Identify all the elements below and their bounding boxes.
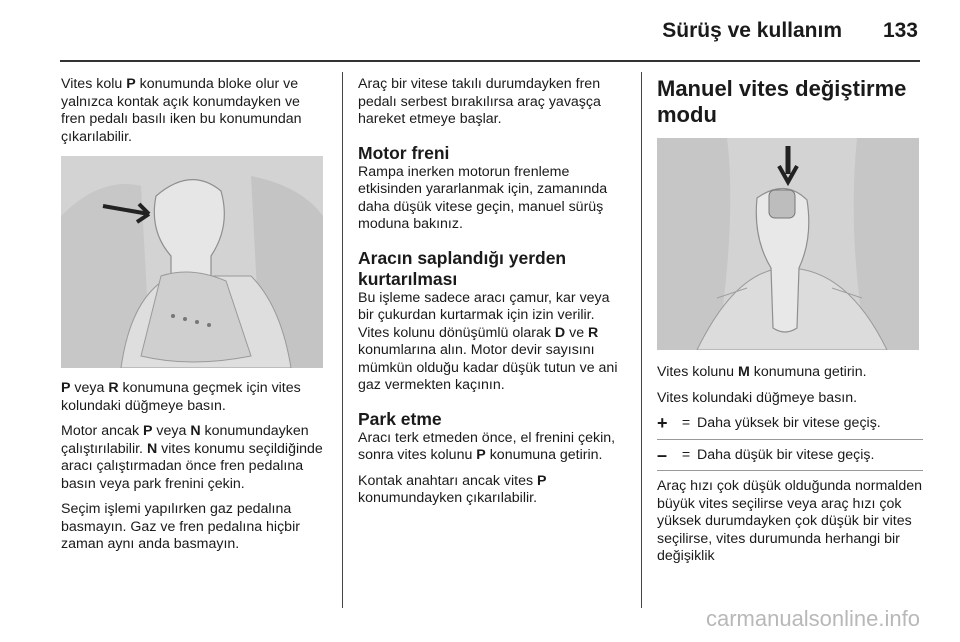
plus-row	[657, 415, 923, 433]
paragraph: Araç bir vitese takılı durumdayken fren pedalı serbest bırakılırsa araç yavaşça hareket etmeye başlar.	[358, 76, 601, 127]
column-3	[657, 76, 923, 574]
heading-motor-freni: Motor freni	[358, 142, 450, 163]
header-rule	[60, 60, 920, 62]
gear-lever-illustration	[61, 156, 323, 368]
column-2	[358, 76, 626, 516]
manual-lever-drawing	[657, 138, 919, 350]
plus-icon: +	[657, 413, 668, 433]
column-divider-1	[342, 72, 343, 608]
heading-manuel-vites: Manuel vites değiştirme modu	[657, 76, 907, 127]
paragraph: Vites kolunu M konumuna getirin.	[657, 364, 867, 380]
row-divider	[657, 439, 923, 440]
heading-park-etme: Park etme	[358, 408, 442, 429]
paragraph: Vites kolu P konumunda bloke olur ve yalnızca kontak açık konumdayken ve fren pedalı basılı iken bu konumundan çıkarılabilir.	[61, 76, 302, 145]
paragraph: Seçim işlemi yapılırken gaz pedalına basmayın. Gaz ve fren pedalına hiçbir zaman aynı anda basmayın.	[61, 501, 300, 552]
paragraph: Rampa inerken motorun frenleme etkisinden yararlanmak için, zamanında daha düşük vitese geçin, manuel sürüş moduna bakınız.	[358, 163, 608, 232]
plus-description: Daha yüksek bir vitese geçiş.	[697, 415, 881, 431]
page-header	[0, 0, 960, 60]
manual-mode-illustration	[657, 138, 919, 350]
watermark: carmanualsonline.info	[705, 606, 920, 631]
paragraph: Kontak anahtarı ancak vites P konumundayken çıkarılabilir.	[358, 472, 547, 506]
heading-kurtarilma: Aracın saplandığı yerden kurtarılması	[358, 247, 567, 289]
paragraph: P veya R konumuna geçmek için vites kolundaki düğmeye basın.	[61, 380, 301, 414]
equals-sign: =	[681, 446, 691, 463]
column-divider-2	[641, 72, 642, 608]
page-number: 133	[882, 19, 918, 42]
paragraph: Vites kolundaki düğmeye basın.	[657, 389, 858, 406]
section-title: Sürüş ve kullanım	[662, 19, 842, 42]
paragraph: Motor ancak P veya N konumundayken çalıştırılabilir. N vites konumu seçildiğinde aracı çalıştırmadan önce fren pedalına basın veya park frenini çekin.	[61, 423, 323, 492]
column-1	[61, 76, 327, 562]
gear-lever-drawing	[61, 156, 323, 368]
minus-description: Daha düşük bir vitese geçiş.	[697, 446, 875, 463]
minus-row	[657, 444, 923, 465]
paragraph: Bu işleme sadece aracı çamur, kar veya bir çukurdan kurtarmak için izin verilir. Vites kolunu dönüşümlü olarak D ve R konumlarına alın. Motor devir sayısını mümkün olduğu kadar düşük tutun ve ani gaz vermekten kaçının.	[358, 289, 618, 393]
equals-sign: =	[681, 415, 691, 431]
paragraph: Aracı terk etmeden önce, el frenini çekin, sonra vites kolunu P konumuna getirin.	[358, 429, 616, 463]
row-divider	[657, 470, 923, 471]
paragraph: Araç hızı çok düşük olduğunda normalden büyük vites seçilirse veya araç hızı çok yüksek durumdayken çok düşük bir vites seçilirse, vites durumunda herhangi bir değişiklik	[657, 478, 922, 564]
minus-icon: –	[657, 444, 668, 465]
